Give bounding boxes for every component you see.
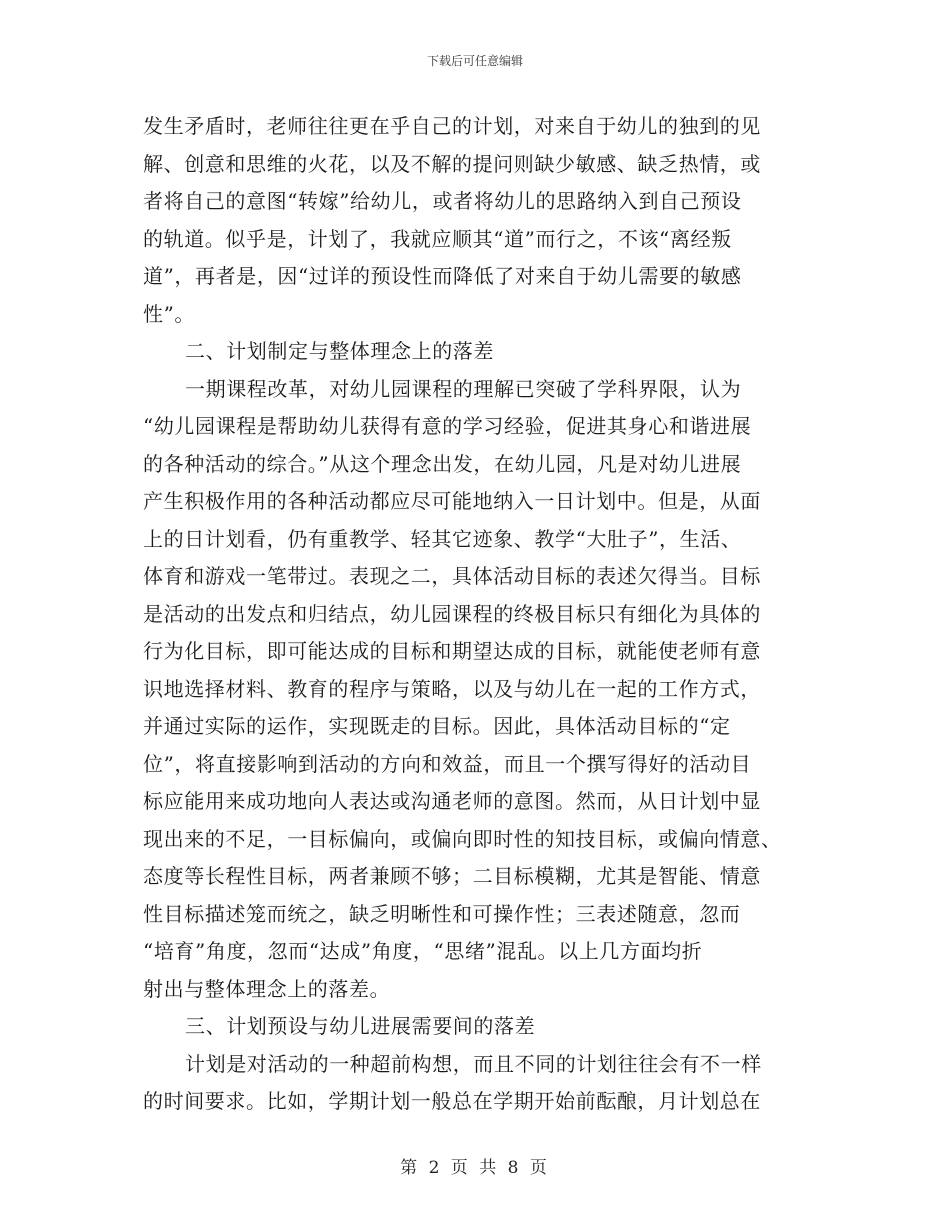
text-line: 的各种活动的综合。”从这个理念出发，在幼儿园，凡是对幼儿进展 — [143, 451, 742, 476]
text-line: “幼儿园课程是帮助幼儿获得有意的学习经验，促进其身心和谐进展 — [143, 414, 752, 438]
text-line: 识地选择材料、教育的程序与策略，以及与幼儿在一起的工作方式， — [143, 676, 761, 701]
text-line: 现出来的不足，一目标偏向，或偏向即时性的知技目标，或偏向情意、 — [143, 826, 782, 851]
document-body — [143, 108, 795, 1121]
paragraph-start-line: 一期课程改革，对幼儿园课程的理解已突破了学科界限，认为 — [185, 376, 742, 401]
paragraph-start-line: 二、计划制定与整体理念上的落差 — [185, 339, 494, 363]
page-footer: 第 2 页 共 8 页 — [400, 1158, 550, 1178]
text-line: 发生矛盾时，老师往往更在乎自己的计划，对来自于幼儿的独到的见 — [143, 114, 761, 138]
text-line: 并通过实际的运作，实现既走的目标。因此，具体活动目标的“定 — [143, 714, 731, 738]
text-line: 态度等长程性目标，两者兼顾不够；二目标模糊，尤其是智能、情意 — [143, 864, 761, 888]
text-line: 解、创意和思维的火花，以及不解的提问则缺少敏感、缺乏热情，或 — [143, 151, 761, 176]
page-header: 下载后可任意编辑 — [426, 54, 523, 68]
text-line: 性”。 — [143, 301, 196, 326]
paragraph-start-line: 计划是对活动的一种超前构想，而且不同的计划往往会有不一样 — [185, 1051, 762, 1076]
text-line: 产生积极作用的各种活动都应尽可能地纳入一日计划中。但是，从面 — [143, 489, 761, 513]
text-line: 的轨道。似乎是，计划了，我就应顺其“道”而行之，不该“离经叛 — [143, 226, 732, 251]
text-line: 者将自己的意图“转嫁”给幼儿，或者将幼儿的思路纳入到自己预设 — [143, 189, 742, 213]
text-line: 是活动的出发点和归结点，幼儿园课程的终极目标只有细化为具体的 — [143, 601, 761, 626]
text-line: “培育”角度，忽而“达成”角度，“思绪”混乱。以上几方面均折 — [143, 939, 703, 963]
text-line: 射出与整体理念上的落差。 — [143, 976, 391, 1001]
text-line: 性目标描述笼而统之，缺乏明晰性和可操作性；三表述随意，忽而 — [143, 901, 741, 926]
text-line: 标应能用来成功地向人表达或沟通老师的意图。然而，从日计划中显 — [143, 789, 761, 813]
text-line: 行为化目标，即可能达成的目标和期望达成的目标，就能使老师有意 — [143, 639, 761, 663]
text-line: 的时间要求。比如，学期计划一般总在学期开始前酝酿，月计划总在 — [143, 1089, 761, 1113]
text-line: 上的日计划看，仍有重教学、轻其它迹象、教学“大肚子”，生活、 — [143, 526, 742, 551]
text-line: 体育和游戏一笔带过。表现之二，具体活动目标的表述欠得当。目标 — [143, 564, 761, 588]
paragraph-start-line: 三、计划预设与幼儿进展需要间的落差 — [185, 1014, 536, 1038]
text-line: 道”，再者是，因“过详的预设性而降低了对来自于幼儿需要的敏感 — [143, 264, 742, 288]
text-line: 位”，将直接影响到活动的方向和效益，而且一个撰写得好的活动目 — [143, 751, 752, 776]
